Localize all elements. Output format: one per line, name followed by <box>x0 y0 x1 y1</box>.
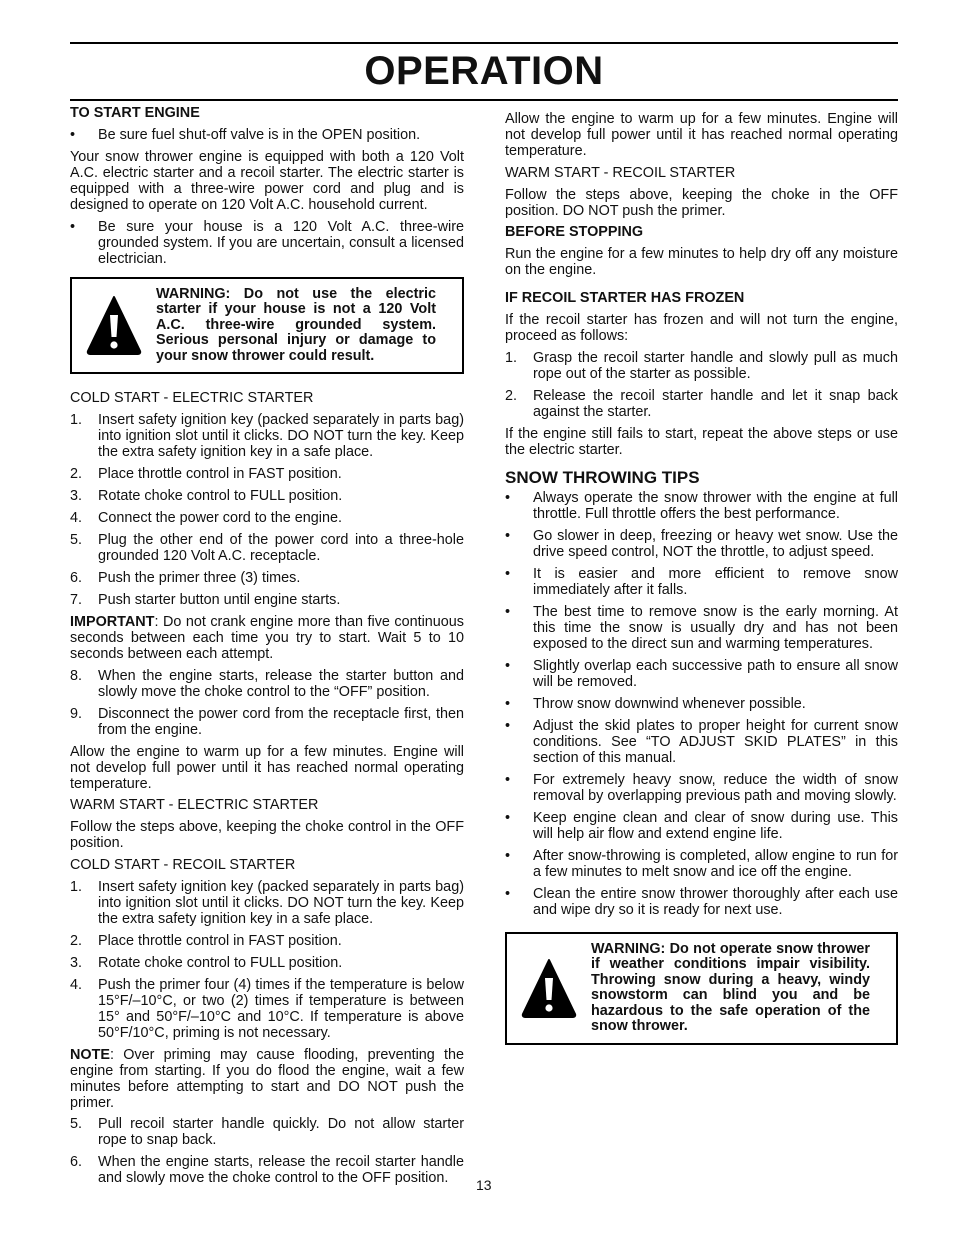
warning-text: WARNING: Do not use the electric starter if your house is not a 120 Volt A.C. three-wire grounded system. Serious personal injury or damage to your snow thrower could result. <box>156 285 436 364</box>
list-item: • It is easier and more efficient to remove snow immediately after it falls. <box>505 565 898 598</box>
list-item: • Always operate the snow thrower with the engine at full throttle. Full throttle offers the best performance. <box>505 489 898 522</box>
list-item: 5. Pull recoil starter handle quickly. Do not allow starter rope to snap back. <box>70 1116 464 1148</box>
list-item: 6. When the engine starts, release the recoil starter handle and slowly move the choke control to the OFF position. <box>70 1154 464 1186</box>
warning-icon <box>507 942 591 1035</box>
section-heading-before-stopping: BEFORE STOPPING <box>505 224 644 240</box>
warning-box <box>505 932 898 1045</box>
list-item: • Go slower in deep, freezing or heavy wet snow. Use the drive speed control, NOT the throttle, to adjust speed. <box>505 527 898 560</box>
section-heading-frozen: IF RECOIL STARTER HAS FROZEN <box>505 290 745 306</box>
list-item: • Keep engine clean and clear of snow during use. This will help air flow and extend engine life. <box>505 809 898 842</box>
warning-text: WARNING: Do not operate snow thrower if weather conditions impair visibility. Throwing snow during a heavy, windy snowstorm can blind you and be hazardous to the safe operation of the snow thrower. <box>591 940 870 1034</box>
list-item: 1. Insert safety ignition key (packed separately in parts bag) into ignition slot until it clicks. DO NOT turn the key. Keep the extra safety ignition key in a safe place. <box>70 412 464 460</box>
paragraph: Allow the engine to warm up for a few minutes. Engine will not develop full power until it has reached normal operating temperature. <box>505 111 898 159</box>
subheading-cold-electric: COLD START - ELECTRIC STARTER <box>70 390 314 406</box>
list-item: 9. Disconnect the power cord from the receptacle first, then from the engine. <box>70 705 464 738</box>
subheading-warm-recoil: WARM START - RECOIL STARTER <box>505 164 736 181</box>
paragraph: If the engine still fails to start, repeat the above steps or use the electric starter. <box>505 425 898 458</box>
page-number: 13 <box>476 1177 492 1193</box>
paragraph: If the recoil starter has frozen and will not turn the engine, proceed as follows: <box>505 312 898 344</box>
page-title: OPERATION <box>364 49 604 93</box>
list-item: • Be sure your house is a 120 Volt A.C. three-wire grounded system. If you are uncertain, consult a licensed electrician. <box>70 218 464 267</box>
list-item: 3. Rotate choke control to FULL position. <box>70 488 343 504</box>
warning-box <box>70 277 464 375</box>
list-item: 5. Plug the other end of the power cord into a three-hole grounded 120 Volt A.C. receptacle. <box>70 532 464 564</box>
list-item: 2. Place throttle control in FAST position. <box>70 932 342 949</box>
section-heading-to-start: TO START ENGINE <box>70 105 200 121</box>
list-item: • Clean the entire snow thrower thoroughly after each use and wipe dry so it is ready for next use. <box>505 885 898 918</box>
left-column <box>70 105 464 1192</box>
paragraph: Allow the engine to warm up for a few minutes. Engine will not develop full power until it has reached normal operating temperature. <box>70 743 464 792</box>
header-bottom-rule <box>70 99 898 101</box>
list-item: • Throw snow downwind whenever possible. <box>505 695 806 712</box>
list-item: • Adjust the skid plates to proper height for current snow conditions. See “TO ADJUST SKID PLATES” in this section of this manual. <box>505 717 898 766</box>
list-item: 6. Push the primer three (3) times. <box>70 570 301 586</box>
cold-electric-steps <box>70 412 464 608</box>
subheading-warm-electric: WARM START - ELECTRIC STARTER <box>70 797 319 813</box>
right-column <box>505 111 898 1061</box>
list-item: 1. Grasp the recoil starter handle and slowly pull as much rope out of the starter as possible. <box>505 349 898 382</box>
list-item: 2. Release the recoil starter handle and let it snap back against the starter. <box>505 387 898 420</box>
paragraph: Follow the steps above, keeping the choke in the OFF position. DO NOT push the primer. <box>505 186 898 219</box>
list-item: 3. Rotate choke control to FULL position. <box>70 954 343 971</box>
warning-icon <box>72 287 156 365</box>
list-item: 2. Place throttle control in FAST position. <box>70 466 342 482</box>
paragraph: Follow the steps above, keeping the choke control in the OFF position. <box>70 819 464 851</box>
list-item: 4. Connect the power cord to the engine. <box>70 510 343 526</box>
paragraph: Your snow thrower engine is equipped with both a 120 Volt A.C. electric starter and a recoil starter. The electric starter is equipped with a three-wire power cord and plug and is designed to operate on 120 Volt A.C. household current. <box>70 149 464 213</box>
important-note: IMPORTANT: Do not crank engine more than five continuous seconds between each time you try to start. Wait 5 to 10 seconds between each attempt. <box>70 614 464 662</box>
list-item: 4. Push the primer four (4) times if the temperature is below 15°F/–10°C, or two (2) times if temperature is between 15° and 50°F/–10°C and 10°C. If temperature is above 50°F/10°C, priming is not necessary. <box>70 976 464 1041</box>
subheading-cold-recoil: COLD START - RECOIL STARTER <box>70 856 296 873</box>
tips-list <box>505 490 898 918</box>
section-heading-tips: SNOW THROWING TIPS <box>505 467 700 487</box>
header-top-rule <box>70 42 898 44</box>
list-item: 8. When the engine starts, release the starter button and slowly move the choke control to the “OFF” position. <box>70 667 464 700</box>
list-item: • For extremely heavy snow, reduce the width of snow removal by overlapping previous path and moving slowly. <box>505 771 898 804</box>
list-item: • After snow-throwing is completed, allow engine to run for a few minutes to melt snow and ice off the engine. <box>505 847 898 880</box>
list-item: 1. Insert safety ignition key (packed separately in parts bag) into ignition slot until it clicks. DO NOT turn the key. Keep the extra safety ignition key in a safe place. <box>70 878 464 927</box>
list-item: 7. Push starter button until engine starts. <box>70 592 341 608</box>
list-item: • Slightly overlap each successive path to ensure all snow will be removed. <box>505 657 898 690</box>
list-item: • Be sure fuel shut-off valve is in the OPEN position. <box>70 127 421 143</box>
note: NOTE: Over priming may cause flooding, preventing the engine from starting. If you do flood the engine, wait a few minutes before attempting to start and DO NOT push the primer. <box>70 1046 464 1111</box>
list-item: • The best time to remove snow is the early morning. At this time the snow is usually dry and has not been exposed to the direct sun and warming temperatures. <box>505 603 898 652</box>
paragraph: Run the engine for a few minutes to help dry off any moisture on the engine. <box>505 246 898 278</box>
